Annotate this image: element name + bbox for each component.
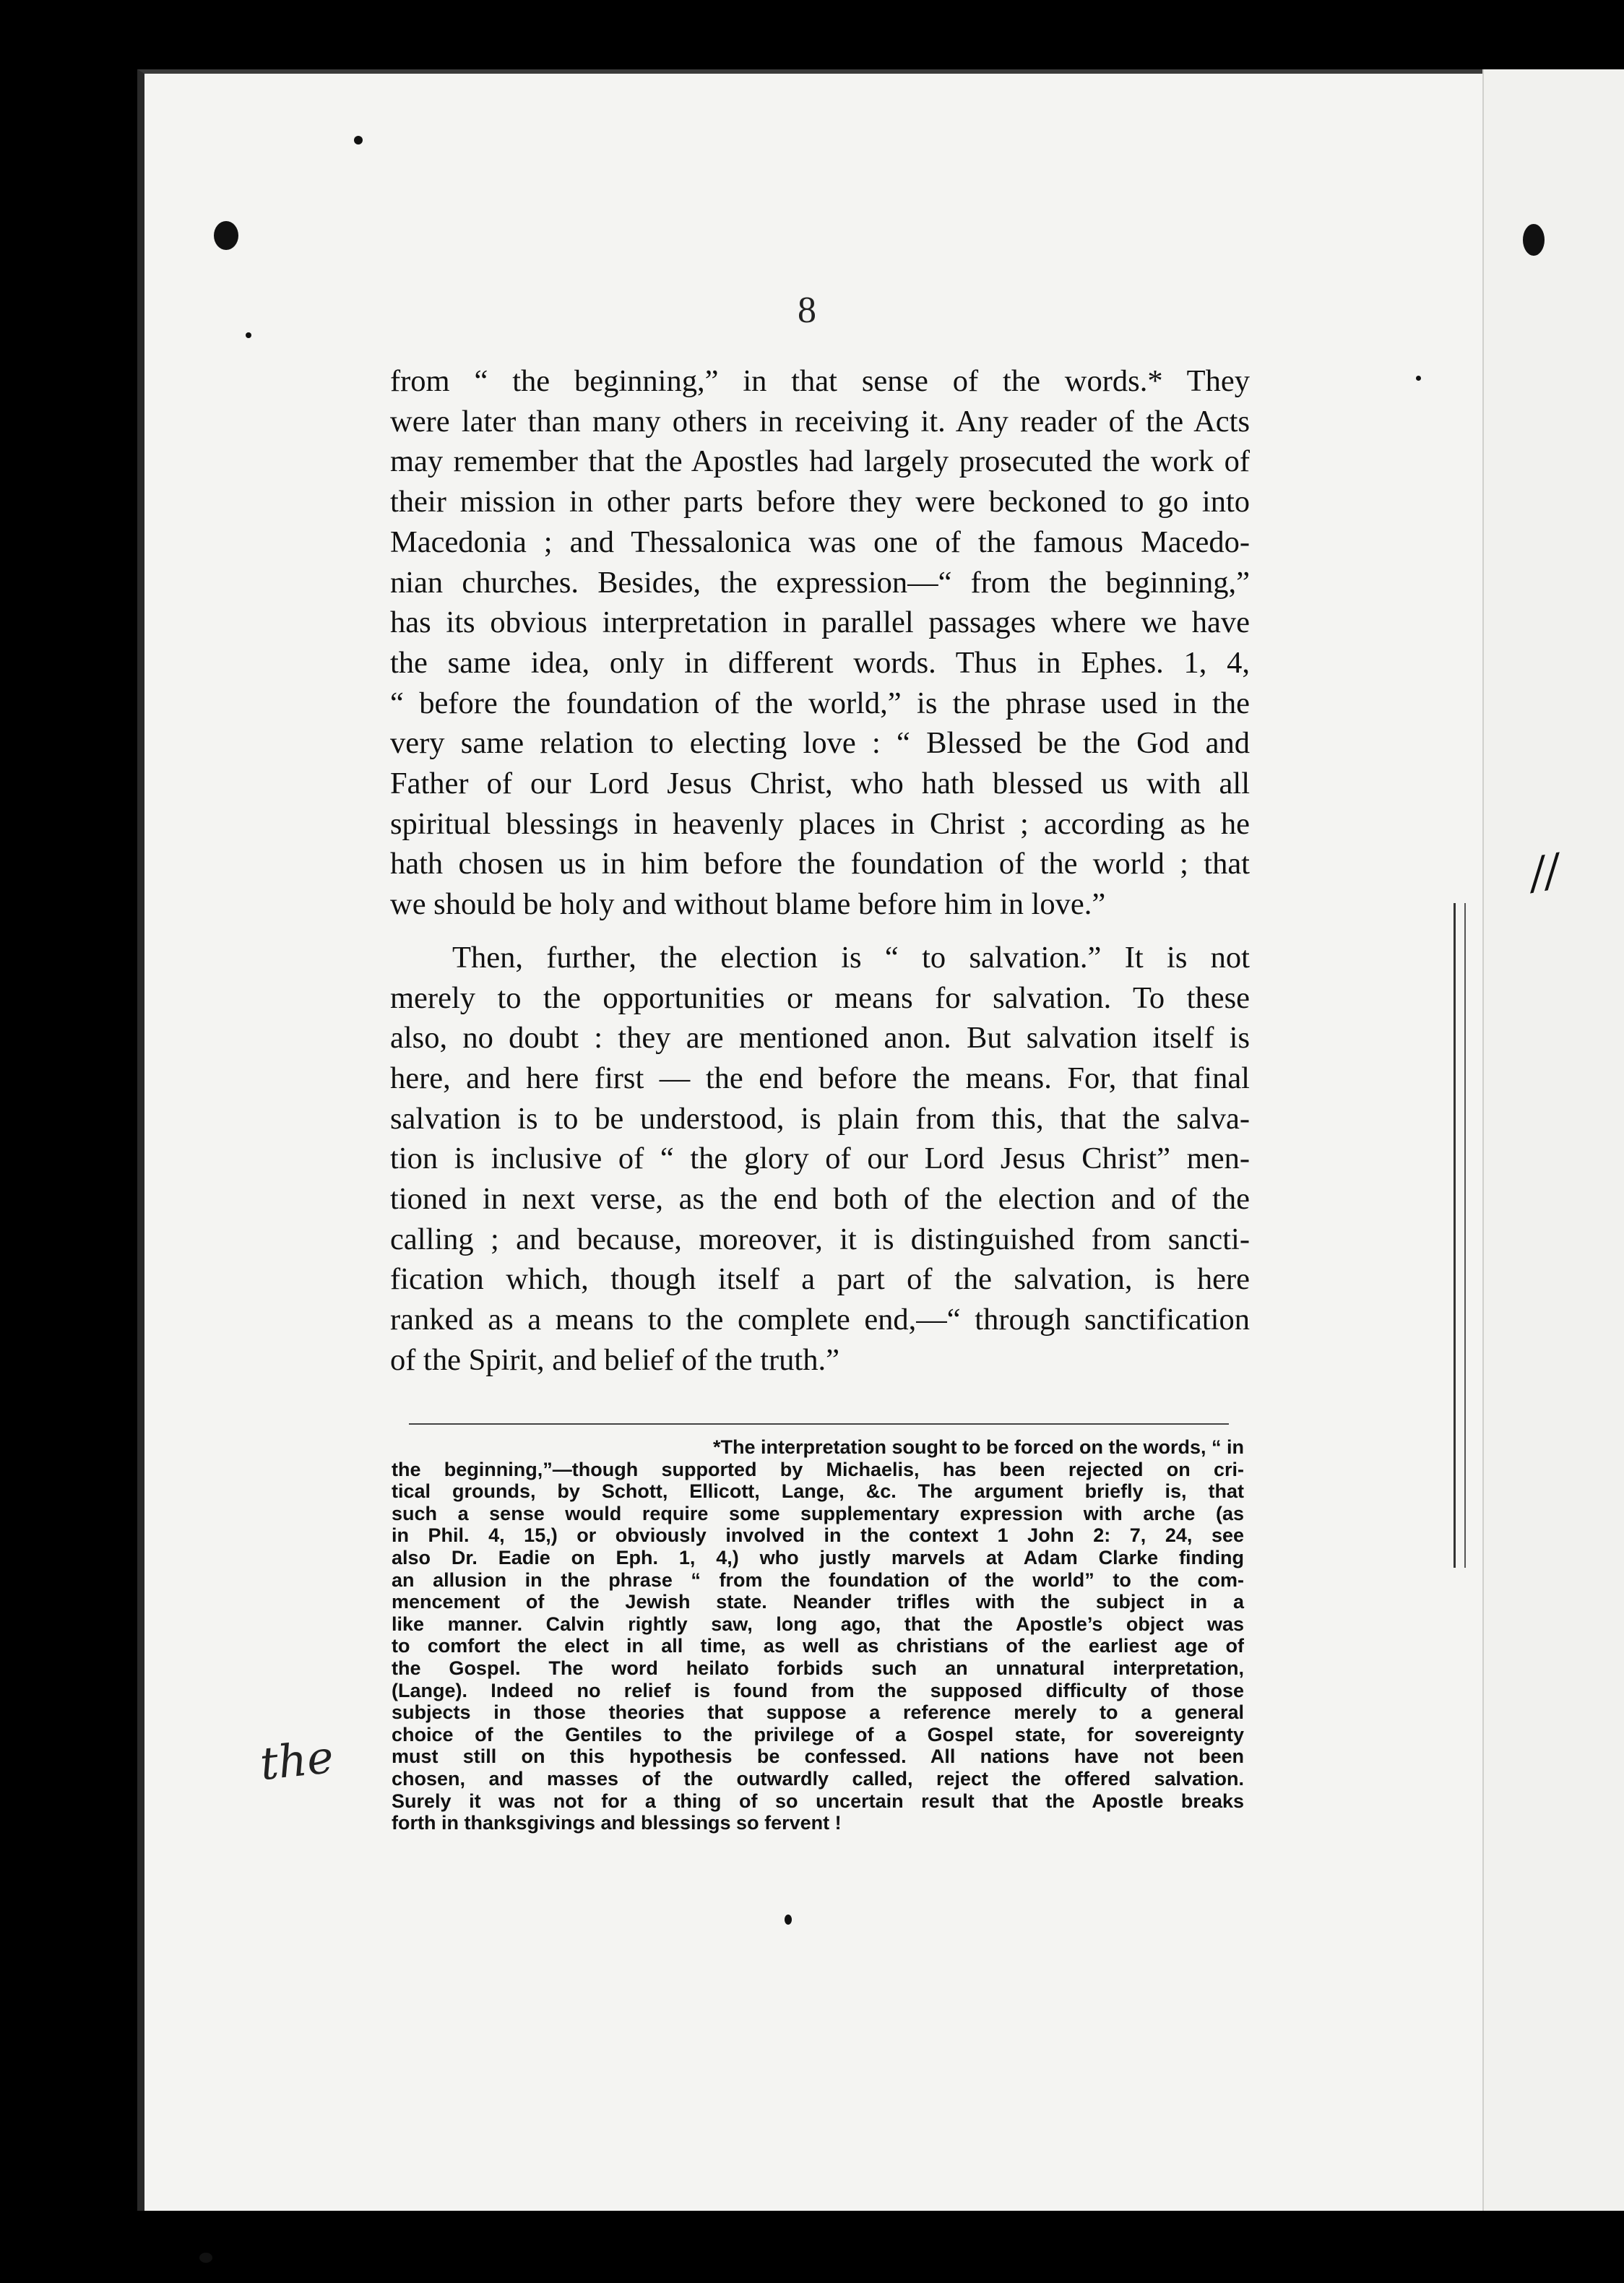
scan-speck [246, 332, 251, 338]
body-text-line: tioned in next verse, as the end both of the election and of the [390, 1182, 1250, 1217]
binding-thread [1454, 903, 1466, 1568]
footnote-rule [409, 1423, 1229, 1425]
scan-speck [214, 221, 238, 250]
body-text-line: also, no doubt : they are mentioned anon. But salvation itself is [390, 1021, 1250, 1056]
body-text-line: of the Spirit, and belief of the truth.” [390, 1342, 839, 1377]
footnote-line: chosen, and masses of the outwardly called, reject the offered salvation. [392, 1767, 1244, 1790]
footnote-line: forth in thanksgivings and blessings so fervent ! [392, 1812, 842, 1834]
body-text-line: were later than many others in receiving it. Any reader of the Acts [390, 404, 1250, 439]
footnote-line: to comfort the elect in all time, as well as christians of the earliest age of [392, 1635, 1244, 1657]
footnote-line: an allusion in the phrase “ from the foundation of the world” to the com- [392, 1568, 1244, 1591]
footnote-line: tical grounds, by Schott, Ellicott, Lange, &c. The argument briefly is, that [392, 1480, 1244, 1503]
body-text-line: nian churches. Besides, the expression—“ from the beginning,” [390, 565, 1250, 600]
body-text-line: may remember that the Apostles had largely prosecuted the work of [390, 444, 1250, 479]
body-text [390, 361, 1250, 1381]
scan-speck [1416, 376, 1421, 381]
body-text-line: here, and here first — the end before the means. For, that final [390, 1061, 1250, 1095]
body-text-line: their mission in other parts before they were beckoned to go into [390, 485, 1250, 519]
scan-speck [354, 136, 363, 144]
body-text-line: the same idea, only in different words. Thus in Ephes. 1, 4, [390, 645, 1250, 680]
facing-page-edge [1482, 69, 1624, 2211]
handwritten-margin-mark: // [1526, 845, 1564, 899]
footnote-line: (Lange). Indeed no relief is found from the supposed difficulty of those [392, 1679, 1244, 1701]
body-text-line: from “ the beginning,” in that sense of the words.* They [390, 364, 1250, 398]
page-number: 8 [798, 290, 816, 331]
body-text-line: has its obvious interpretation in parallel passages where we have [390, 605, 1250, 640]
footnote-line: like manner. Calvin rightly saw, long ago, that the Apostle’s object was [392, 1613, 1244, 1635]
body-text-line: Then, further, the election is “ to salvation.” It is not [452, 940, 1250, 975]
body-text-line: merely to the opportunities or means for salvation. To these [390, 980, 1250, 1015]
scan-speck [199, 2253, 212, 2263]
footnote-line: choice of the Gentiles to the privilege of a Gospel state, for sovereignty [392, 1723, 1244, 1745]
footnote-line: the beginning,”—though supported by Michaelis, has been rejected on cri- [392, 1458, 1244, 1480]
footnote-line: also Dr. Eadie on Eph. 1, 4,) who justly marvels at Adam Clarke finding [392, 1546, 1244, 1568]
body-text-line: we should be holy and without blame before him in love.” [390, 887, 1106, 922]
footnote-line: must still on this hypothesis be confessed. All nations have not been [392, 1745, 1244, 1768]
body-text-line: tion is inclusive of “ the glory of our Lord Jesus Christ” men- [390, 1142, 1250, 1176]
body-text-line: Macedonia ; and Thessalonica was one of the famous Macedo- [390, 525, 1250, 559]
body-text-line: Father of our Lord Jesus Christ, who hath blessed us with all [390, 767, 1250, 801]
footnote [392, 1436, 1244, 1834]
body-text-line: spiritual blessings in heavenly places in Christ ; according as he [390, 806, 1250, 841]
body-text-line: very same relation to electing love : “ Blessed be the God and [390, 726, 1250, 761]
body-text-line: “ before the foundation of the world,” is the phrase used in the [390, 686, 1250, 720]
paragraph-gap [390, 925, 1250, 938]
handwritten-margin-note: the [257, 1730, 337, 1791]
footnote-line: such a sense would require some supplementary expression with arche (as [392, 1502, 1244, 1524]
body-text-line: calling ; and because, moreover, it is distinguished from sancti- [390, 1222, 1250, 1256]
footnote-line: mencement of the Jewish state. Neander trifles with the subject in a [392, 1591, 1244, 1613]
body-text-line: salvation is to be understood, is plain from this, that the salva- [390, 1101, 1250, 1136]
footnote-line: the Gospel. The word heilato forbids such an unnatural interpretation, [392, 1657, 1244, 1679]
scan-speck [785, 1915, 792, 1925]
footnote-line: Surely it was not for a thing of so uncertain result that the Apostle breaks [392, 1790, 1244, 1812]
body-text-line: fication which, though itself a part of the salvation, is here [390, 1262, 1250, 1297]
body-text-line: ranked as a means to the complete end,—“ through sanctification [390, 1303, 1250, 1337]
footnote-line: subjects in those theories that suppose a reference merely to a general [392, 1701, 1244, 1724]
scan-speck [1523, 224, 1545, 256]
footnote-marker: * [712, 1436, 721, 1458]
footnote-line: in Phil. 4, 15,) or obviously involved in the context 1 John 2: 7, 24, see [392, 1524, 1244, 1547]
body-text-line: hath chosen us in him before the foundation of the world ; that [390, 847, 1250, 881]
footnote-line-text: The interpretation sought to be forced on the words, “ in [720, 1436, 1244, 1458]
footnote-line [392, 1436, 1244, 1459]
